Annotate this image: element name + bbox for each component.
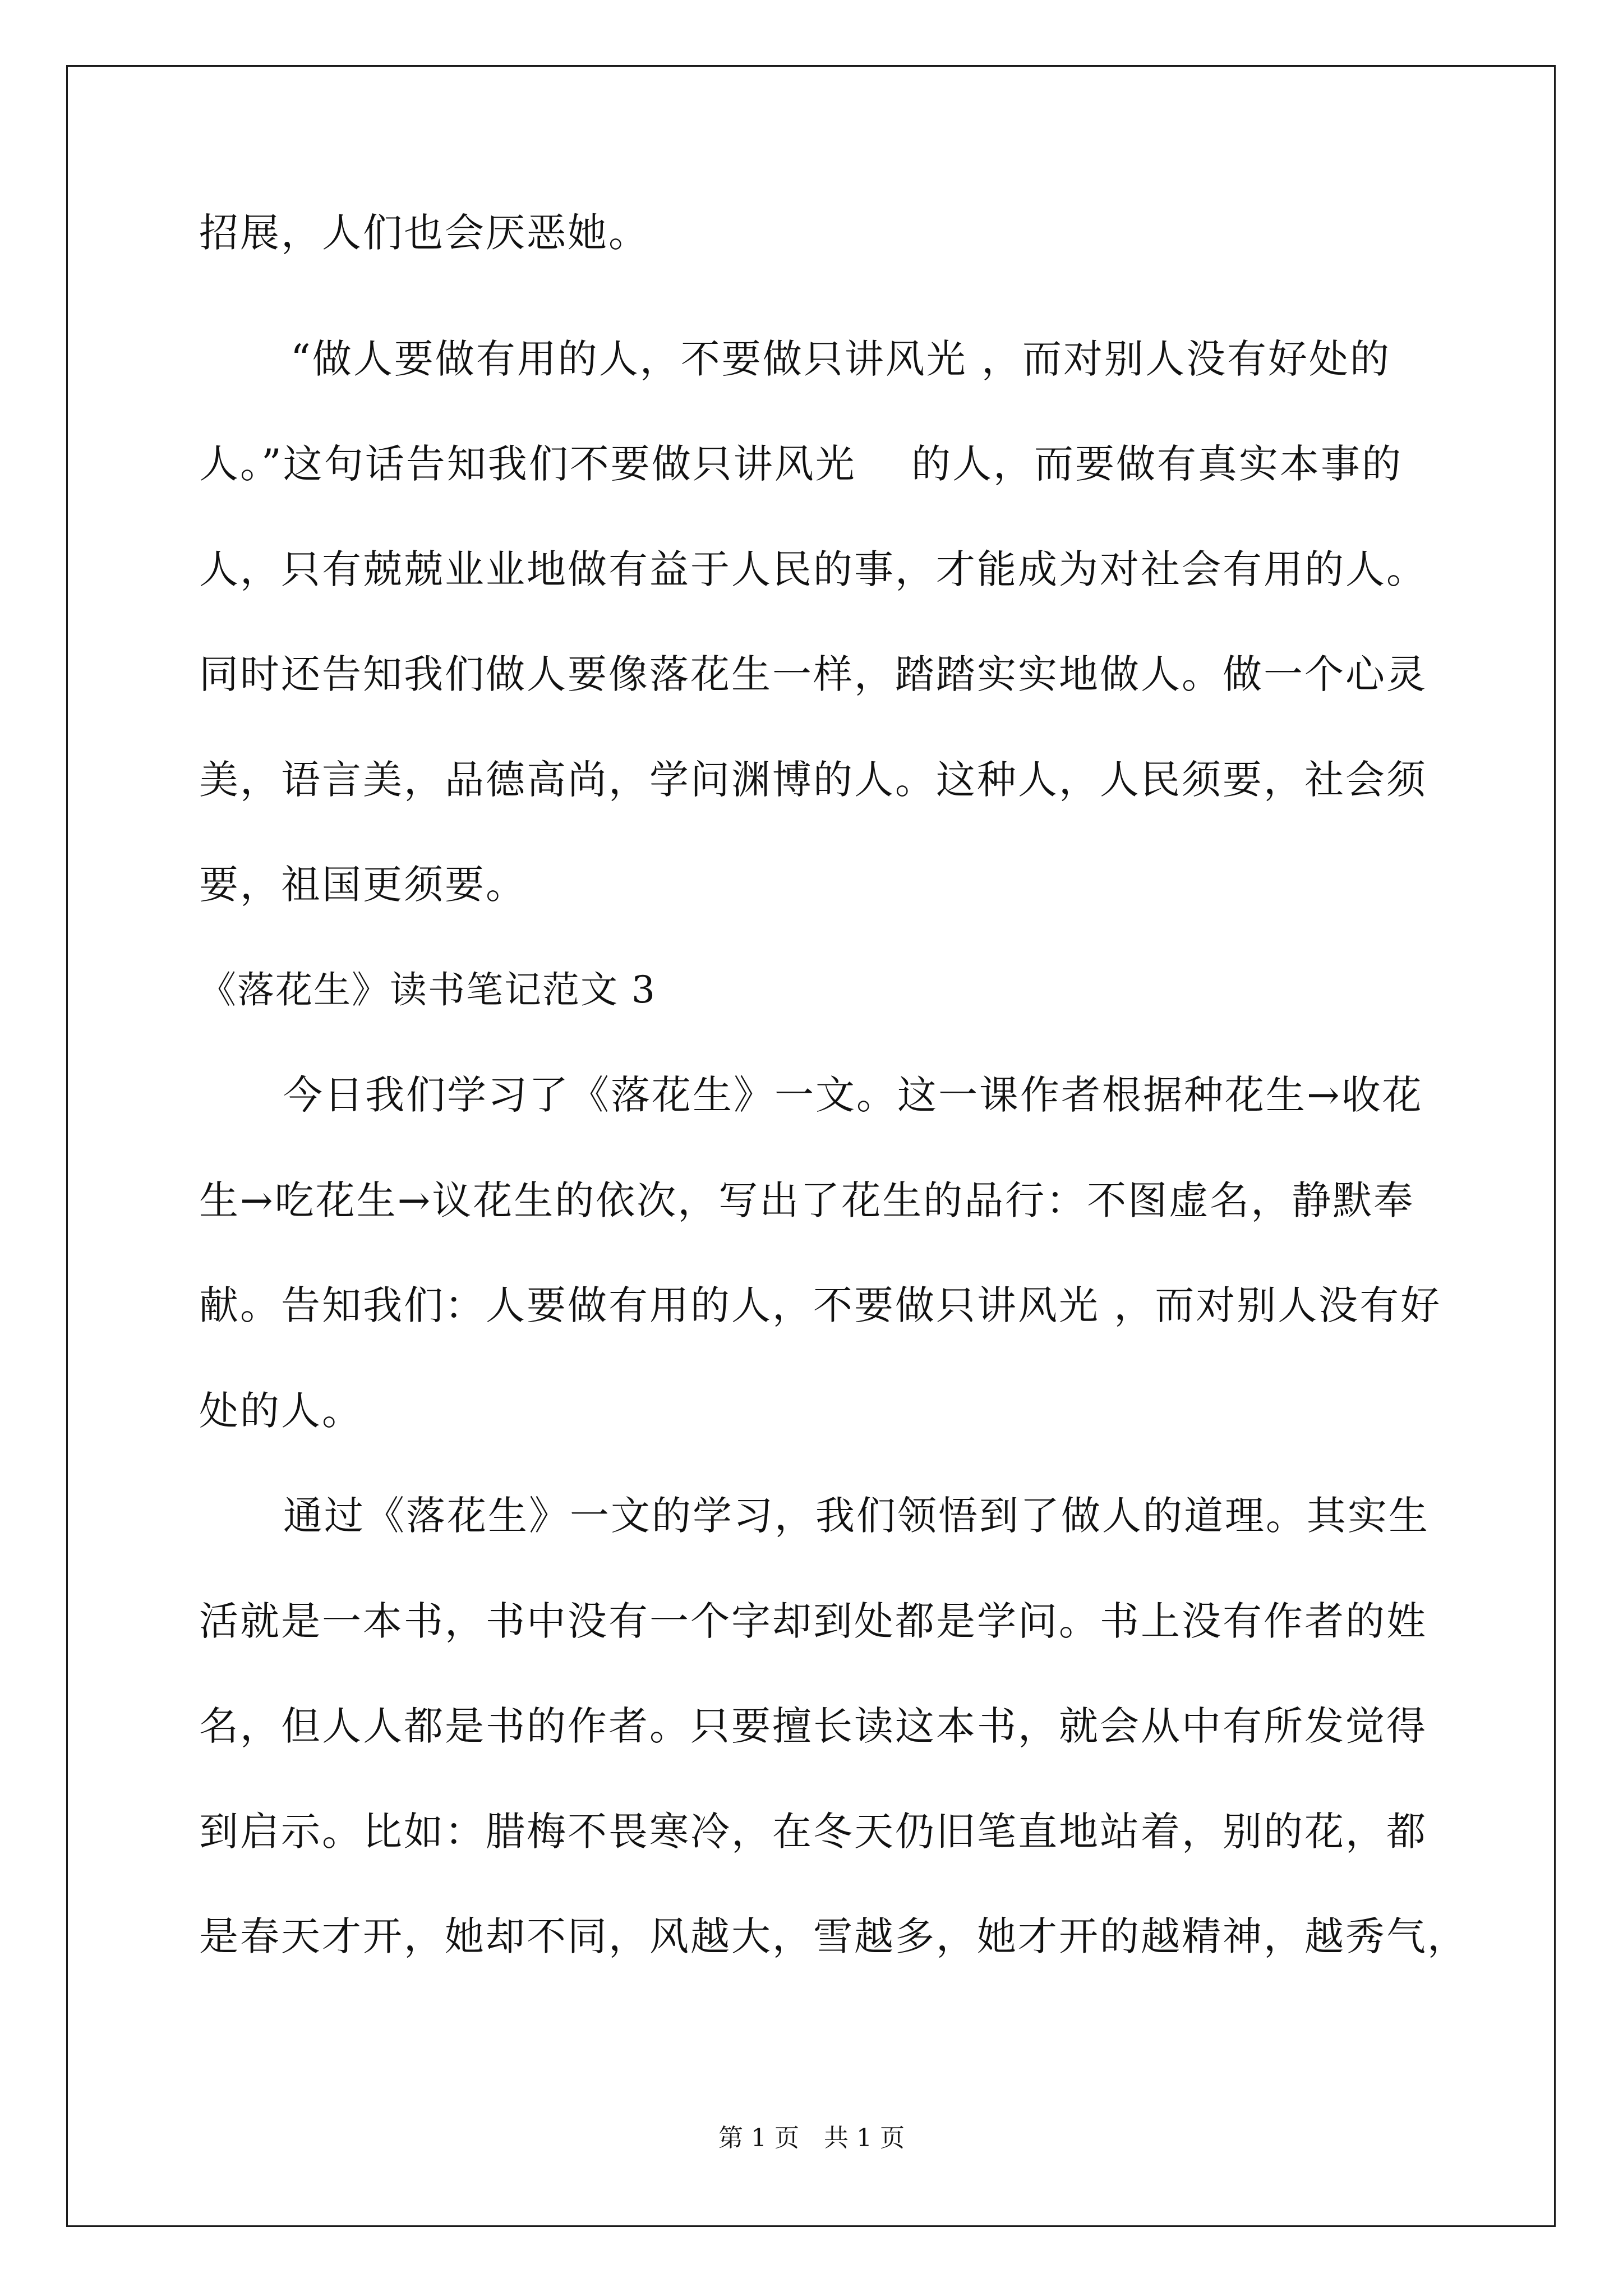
paragraph-line: 到启示。比如：腊梅不畏寒冷，在冬天仍旧笔直地站着，别的花，都 [199,1809,1427,1855]
page-number-footer: 第 1 页 共 1 页 [718,2124,905,2152]
paragraph-line: 是春天才开，她却不同，风越大，雪越多，她才开的越精神，越秀气， [199,1913,1468,1959]
paragraph-line: 活就是一本书，书中没有一个字却到处都是学问。书上没有作者的姓 [199,1598,1427,1644]
paragraph-line: 美，语言美，品德高尚，学问渊博的人。这种人，人民须要，社会须 [199,757,1427,803]
paragraph-line: “做人要做有用的人，不要做只讲风光 ，而对别人没有好处的 [291,336,1391,382]
page-border [66,65,1556,2227]
paragraph-line: 生→吃花生→议花生的依次，写出了花生的品行：不图虚名，静默奉 [199,1177,1415,1223]
paragraph-line: 同时还告知我们做人要像落花生一样，踏踏实实地做人。做一个心灵 [199,651,1427,697]
paragraph-line: 通过《落花生》一文的学习，我们领悟到了做人的道理。其实生 [283,1493,1430,1539]
paragraph-line: 处的人。 [199,1388,363,1434]
paragraph-line: 今日我们学习了《落花生》一文。这一课作者根据种花生→收花 [283,1072,1423,1118]
paragraph-line: 名，但人人都是书的作者。只要擅长读这本书，就会从中有所发觉得 [199,1703,1427,1749]
paragraph-line: 要，祖国更须要。 [199,862,527,908]
paragraph-line: 人。”这句话告知我们不要做只讲风光 的人，而要做有真实本事的 [199,441,1403,487]
section-heading: 《落花生》读书笔记范文 3 [199,968,656,1011]
paragraph-line: 招展，人们也会厌恶她。 [199,210,649,256]
paragraph-line: 人，只有兢兢业业地做有益于人民的事，才能成为对社会有用的人。 [199,546,1427,592]
paragraph-line: 献。告知我们：人要做有用的人，不要做只讲风光 ，而对别人没有好 [199,1282,1442,1328]
